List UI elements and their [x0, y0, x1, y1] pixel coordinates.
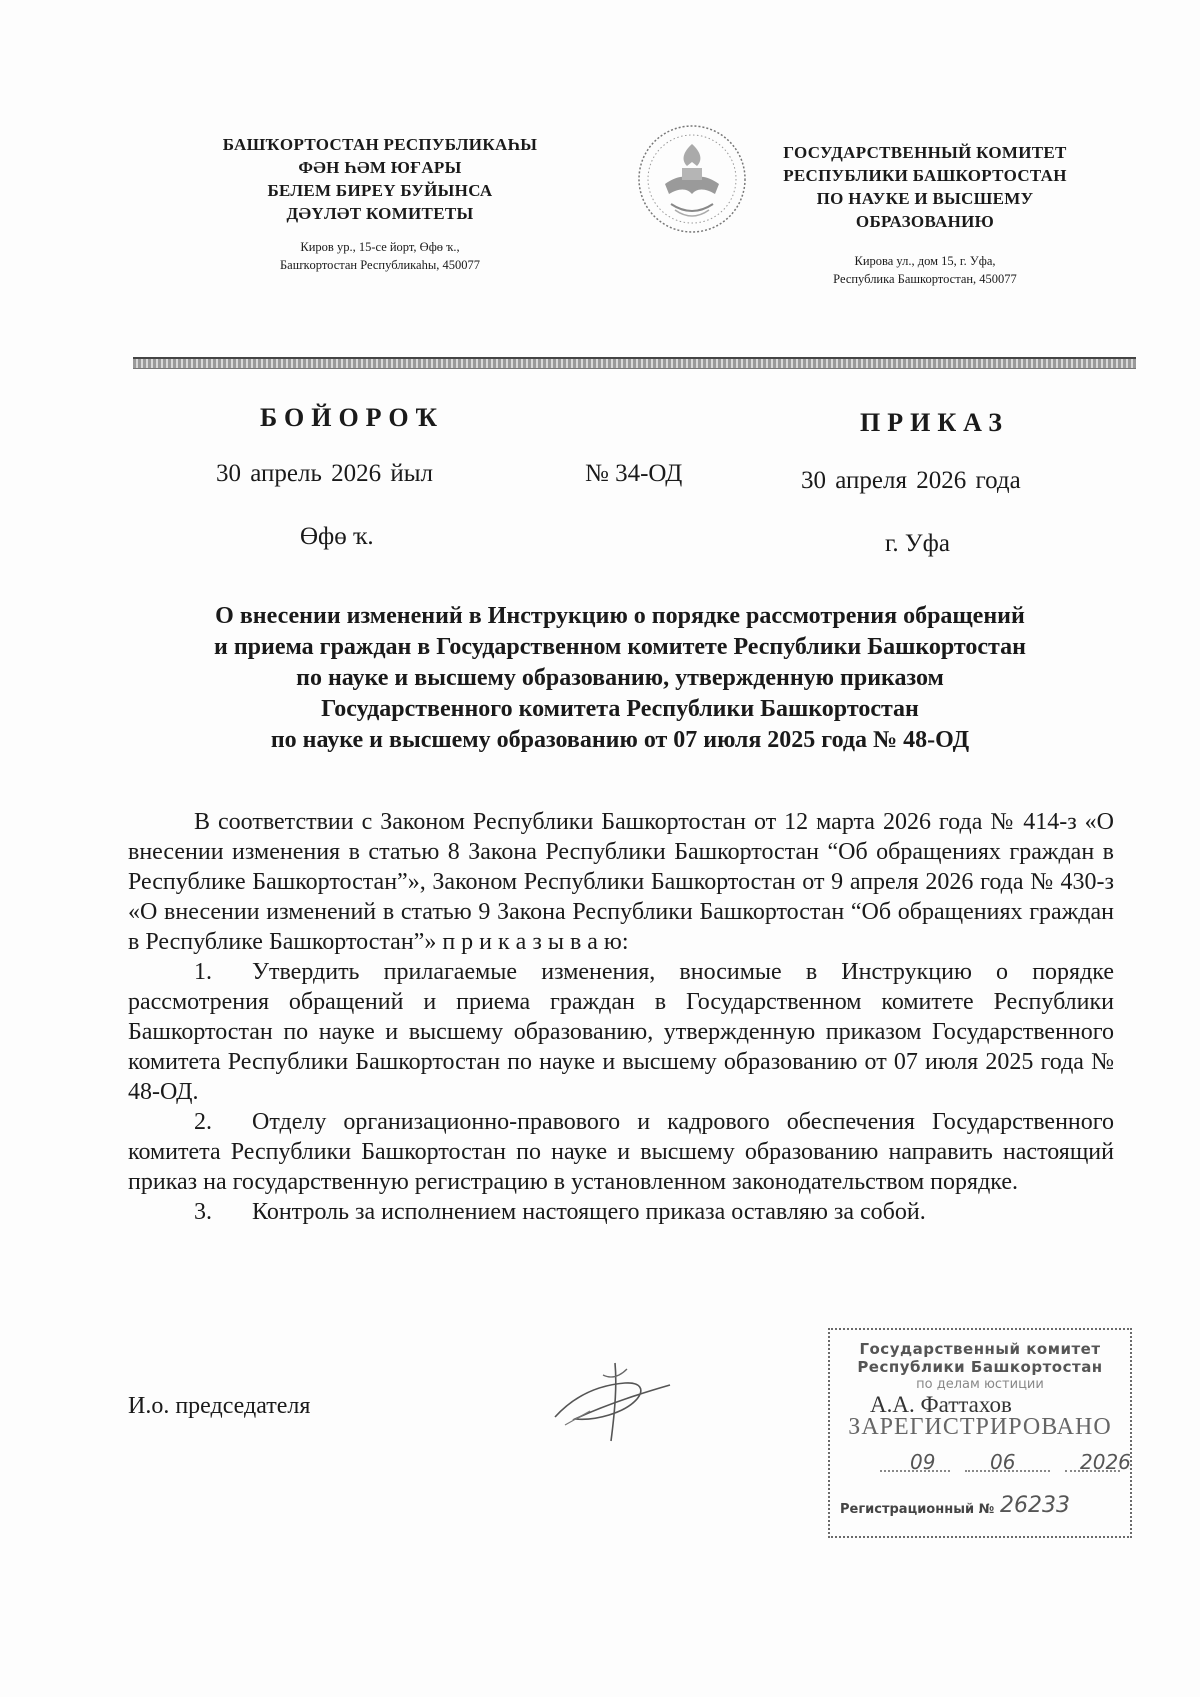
body-item	[128, 1107, 1114, 1197]
header-left-line: ФӘН ҺӘМ ЮҒАРЫ	[298, 158, 462, 177]
item-number: 3.	[194, 1199, 212, 1225]
order-body	[128, 807, 1114, 1227]
stamp-reg-number: 26233	[1000, 1493, 1070, 1518]
subject-line: Государственного комитета Республики Башкортостан	[321, 696, 919, 722]
subject-line: по науке и высшему образованию от 07 июля 2025 года № 48-ОД	[270, 727, 970, 753]
header-right-address	[760, 252, 1090, 288]
body-item	[128, 1197, 1114, 1227]
header-right-line: ПО НАУКЕ И ВЫСШЕМУ	[816, 189, 1034, 208]
address-line: Республика Башкортостан, 450077	[833, 272, 1017, 286]
subject-line: по науке и высшему образованию, утвержденную приказом	[296, 665, 944, 691]
stamp-official-name: А.А. Фаттахов	[870, 1392, 1012, 1417]
stamp-org-line: Государственный комитет	[859, 1340, 1101, 1358]
item-text: Утвердить прилагаемые изменения, вносимые в Инструкцию о порядке рассмотрения обращений и приема граждан в Государственном комитете Республики Башкортостан по науке и высшему образованию, утвержденную приказом Государственного комитета Республики Башкортостан по науке и высшему образованию от 07 июля 2025 года № 48-ОД.	[128, 959, 1114, 1105]
item-number: 2.	[194, 1109, 212, 1135]
order-date-bashkir: 30 апрель 2026 йыл	[216, 460, 434, 487]
stamp-date-day: 09	[910, 1450, 936, 1474]
stamp-reg-label: Регистрационный №	[840, 1502, 995, 1517]
header-left-line: ДӘҮЛӘТ КОМИТЕТЫ	[286, 204, 474, 223]
subject-line: О внесении изменений в Инструкцию о порядке рассмотрения обращений	[215, 603, 1025, 629]
header-left-line: БАШҠОРТОСТАН РЕСПУБЛИКАҺЫ	[222, 135, 538, 154]
body-item	[128, 957, 1114, 1107]
header-left-address	[225, 238, 535, 274]
header-left-line: БЕЛЕМ БИРЕҮ БУЙЫНСА	[267, 181, 493, 200]
stamp-date-month: 06	[990, 1450, 1016, 1474]
header-right-line: РЕСПУБЛИКИ БАШКОРТОСТАН	[783, 166, 1067, 185]
header-divider	[133, 357, 1136, 369]
item-text: Контроль за исполнением настоящего приказа оставляю за собой.	[252, 1199, 926, 1225]
header-right-line: ОБРАЗОВАНИЮ	[855, 212, 995, 231]
order-city-bashkir: Өфө ҡ.	[300, 523, 374, 550]
stamp-registered-word: ЗАРЕГИСТРИРОВАНО	[848, 1414, 1112, 1440]
stamp-date	[850, 1450, 1131, 1476]
header-right-line: ГОСУДАРСТВЕННЫЙ КОМИТЕТ	[783, 143, 1067, 162]
header-right-org-name	[715, 141, 1135, 233]
address-line: Киров ур., 15-се йорт, Өфө ҡ.,	[300, 240, 460, 254]
address-line: Кирова ул., дом 15, г. Уфа,	[854, 254, 996, 268]
stamp-org-line: Республики Башкортостан	[857, 1358, 1103, 1376]
item-text: Отделу организационно-правового и кадрового обеспечения Государственного комитета Республики Башкортостан по науке и высшему образованию направить настоящий приказ на государственную регистрацию в установленном законодательством порядке.	[128, 1109, 1114, 1195]
item-number: 1.	[194, 959, 212, 985]
stamp-date-year: 2026	[1080, 1450, 1131, 1474]
order-city-russian: г. Уфа	[885, 530, 950, 557]
registration-stamp	[828, 1328, 1132, 1538]
order-date-russian: 30 апреля 2026 года	[801, 467, 1021, 494]
signatory-position: И.о. председателя	[128, 1393, 311, 1419]
body-intro-paragraph: В соответствии с Законом Республики Башкортостан от 12 марта 2026 года № 414-з «О внесении изменения в статью 8 Закона Республики Башкортостан “Об обращениях граждан в Республике Башкортостан”», Законом Республики Башкортостан от 9 апреля 2026 года № 430-з «О внесении изменений в статью 9 Закона Республики Башкортостан “Об обращениях граждан в Республике Башкортостан”» п р и к а з ы в а ю:	[128, 809, 1114, 955]
header-left-org-name	[190, 133, 570, 225]
stamp-org-line: по делам юстиции	[916, 1377, 1044, 1392]
subject-line: и приема граждан в Государственном комитете Республики Башкортостан	[214, 634, 1026, 660]
handwritten-signature	[545, 1355, 685, 1445]
order-number: № 34-ОД	[585, 460, 683, 487]
address-line: Башҡортостан Республикаһы, 450077	[279, 258, 480, 272]
order-subject	[110, 601, 1130, 756]
order-title-russian: ПРИКАЗ	[860, 408, 1010, 437]
order-title-bashkir: БОЙОРОҠ	[260, 403, 445, 432]
